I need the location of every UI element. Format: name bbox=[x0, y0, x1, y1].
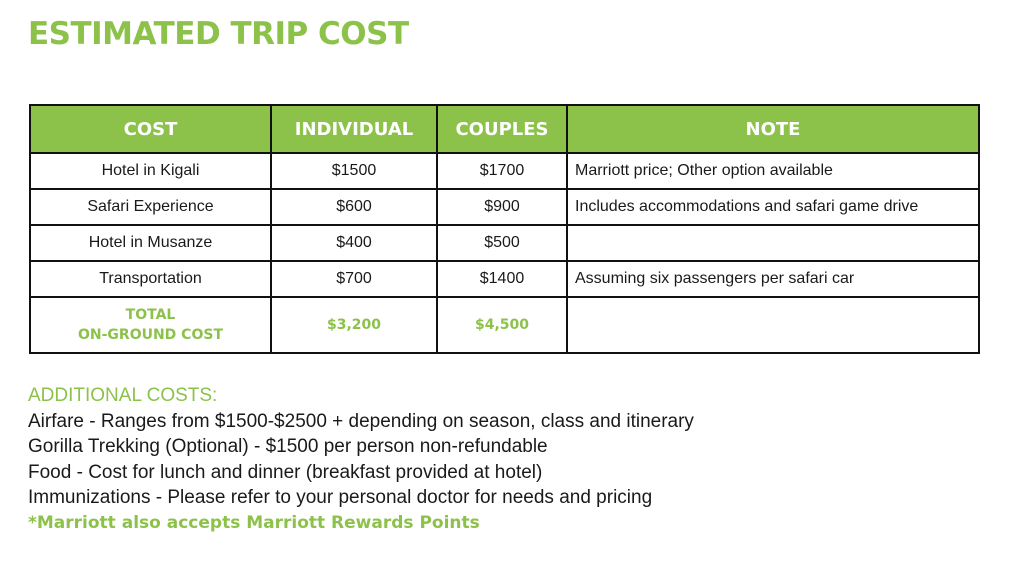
header-individual: INDIVIDUAL bbox=[271, 105, 437, 153]
total-note bbox=[567, 297, 979, 353]
page-title: ESTIMATED TRIP COST bbox=[28, 16, 409, 52]
row-item: Hotel in Musanze bbox=[30, 225, 271, 261]
row-couples: $1400 bbox=[437, 261, 567, 297]
trip-cost-table bbox=[29, 104, 980, 354]
table-header-row bbox=[30, 105, 979, 153]
row-couples: $500 bbox=[437, 225, 567, 261]
additional-costs-heading: ADDITIONAL COSTS: bbox=[28, 385, 218, 406]
additional-item-airfare: Airfare - Ranges from $1500-$2500 + depending on season, class and itinerary bbox=[28, 410, 694, 432]
total-couples: $4,500 bbox=[437, 297, 567, 353]
header-couples: COUPLES bbox=[437, 105, 567, 153]
row-note: Assuming six passengers per safari car bbox=[567, 261, 979, 297]
header-note: NOTE bbox=[567, 105, 979, 153]
table-row bbox=[30, 261, 979, 297]
row-item: Transportation bbox=[30, 261, 271, 297]
total-row bbox=[30, 297, 979, 353]
row-note bbox=[567, 225, 979, 261]
row-couples: $1700 bbox=[437, 153, 567, 189]
header-cost: COST bbox=[30, 105, 271, 153]
additional-item-gorilla-trekking: Gorilla Trekking (Optional) - $1500 per person non-refundable bbox=[28, 436, 548, 457]
marriott-footnote: *Marriott also accepts Marriott Rewards Points bbox=[28, 512, 480, 533]
row-individual: $1500 bbox=[271, 153, 437, 189]
total-label bbox=[30, 297, 271, 353]
table-row bbox=[30, 225, 979, 261]
table-row bbox=[30, 189, 979, 225]
total-label-line1: TOTAL bbox=[125, 307, 176, 323]
total-label-line2: ON-GROUND COST bbox=[78, 327, 223, 343]
row-note: Marriott price; Other option available bbox=[567, 153, 979, 189]
table-row bbox=[30, 153, 979, 189]
row-item: Hotel in Kigali bbox=[30, 153, 271, 189]
row-individual: $400 bbox=[271, 225, 437, 261]
row-note: Includes accommodations and safari game drive bbox=[567, 189, 979, 225]
additional-item-immunizations: Immunizations - Please refer to your personal doctor for needs and pricing bbox=[28, 487, 653, 508]
row-individual: $700 bbox=[271, 261, 437, 297]
row-couples: $900 bbox=[437, 189, 567, 225]
additional-item-food: Food - Cost for lunch and dinner (breakfast provided at hotel) bbox=[28, 461, 543, 483]
additional-costs bbox=[28, 383, 694, 536]
row-individual: $600 bbox=[271, 189, 437, 225]
row-item: Safari Experience bbox=[30, 189, 271, 225]
total-individual: $3,200 bbox=[271, 297, 437, 353]
